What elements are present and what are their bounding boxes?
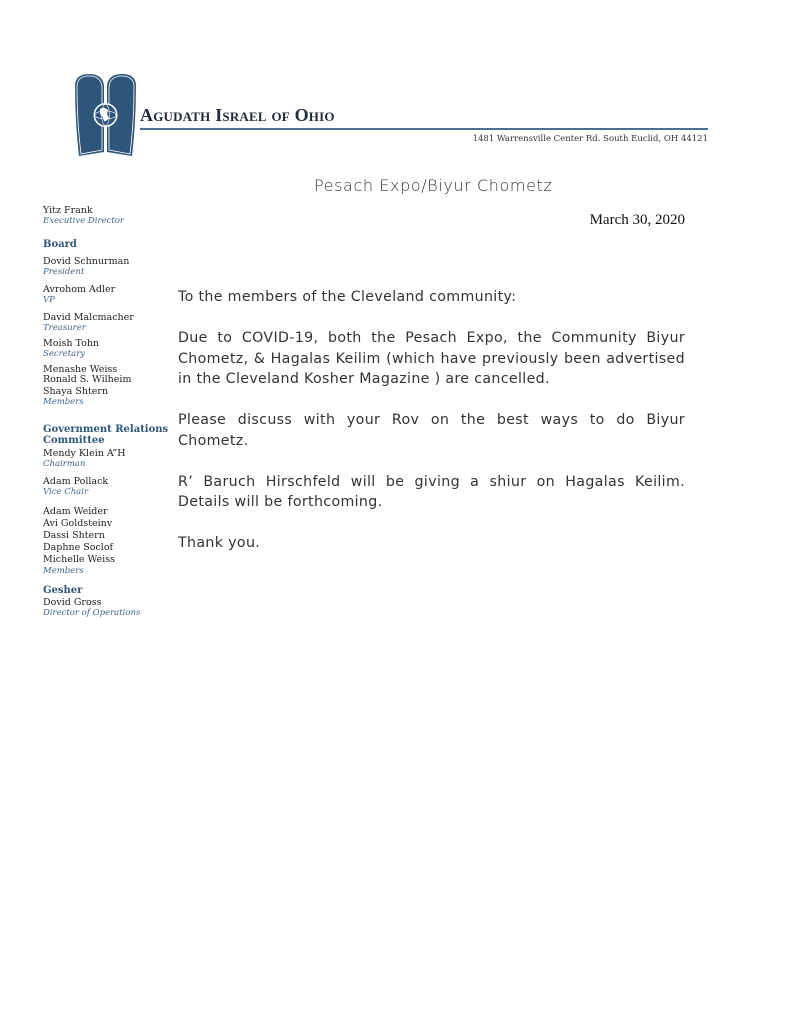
board-member: [43, 256, 173, 277]
staff-name: Mendy Klein A”H: [43, 448, 126, 459]
executive-director-block: [43, 205, 173, 226]
staff-name: Yitz Frank: [43, 205, 93, 216]
committee-members-group: [43, 506, 173, 576]
committee-member: [43, 448, 173, 469]
gesher-member: [43, 597, 173, 618]
letter-paragraph: Please discuss with your Rov on the best ways to do Biyur Chometz.: [178, 412, 685, 449]
salutation: To the members of the Cleveland community:: [178, 289, 517, 305]
board-members-group: [43, 365, 173, 407]
staff-role: Secretary: [43, 349, 86, 359]
staff-role: Vice Chair: [43, 487, 89, 497]
government-relations-heading: Government Relations Committee: [43, 424, 169, 446]
organization-name: Agudath Israel of Ohio: [140, 105, 335, 125]
staff-name: Dovid Schnurman: [43, 256, 130, 267]
letterhead-rule: [140, 128, 708, 130]
staff-name: Ronald S. Wilheim: [43, 374, 132, 385]
letter-date: March 30, 2020: [589, 212, 685, 228]
gesher-heading: Gesher: [43, 585, 83, 596]
staff-name: Dovid Gross: [43, 597, 102, 608]
staff-role: Members: [43, 566, 84, 576]
staff-name: Shaya Shtern: [43, 386, 109, 397]
closing: Thank you.: [178, 535, 261, 551]
letter-paragraph: Due to COVID-19, both the Pesach Expo, the Community Biyur Chometz, & Hagalas Keilim (which have previously been advertised in the Cleveland Kosher Magazine ) are cancelled.: [178, 330, 685, 387]
sidebar-staff-list: [43, 205, 173, 625]
staff-role: Executive Director: [43, 216, 124, 226]
staff-name: Daphne Soclof: [43, 542, 114, 553]
staff-role: Treasurer: [43, 323, 86, 333]
board-member: [43, 284, 173, 305]
board-member: [43, 338, 173, 359]
staff-name: Avi Goldsteinv: [43, 518, 113, 529]
staff-name: Menashe Weiss: [43, 364, 118, 375]
staff-name: Avrohom Adler: [43, 284, 116, 295]
staff-name: Adam Weider: [43, 506, 108, 517]
tablets-globe-logo-icon: [73, 72, 138, 156]
letter-body: [178, 287, 685, 574]
committee-member: [43, 476, 173, 497]
staff-name: Michelle Weiss: [43, 554, 115, 565]
staff-role: Chairman: [43, 459, 86, 469]
staff-name: David Malcmacher: [43, 312, 134, 323]
staff-role: Director of Operations: [43, 608, 141, 618]
staff-role: President: [43, 267, 85, 277]
staff-name: Adam Pollack: [43, 476, 109, 487]
organization-address: 1481 Warrensville Center Rd. South Euclid, OH 44121: [472, 134, 708, 144]
staff-role: VP: [43, 295, 55, 305]
letter-title: Pesach Expo/Biyur Chometz: [314, 176, 553, 195]
staff-role: Members: [43, 397, 84, 407]
board-heading: Board: [43, 239, 77, 250]
staff-name: Dassi Shtern: [43, 530, 105, 541]
staff-name: Moish Tohn: [43, 338, 100, 349]
board-member: [43, 312, 173, 333]
letter-paragraph: R’ Baruch Hirschfeld will be giving a shiur on Hagalas Keilim. Details will be forthcoming.: [178, 473, 685, 510]
